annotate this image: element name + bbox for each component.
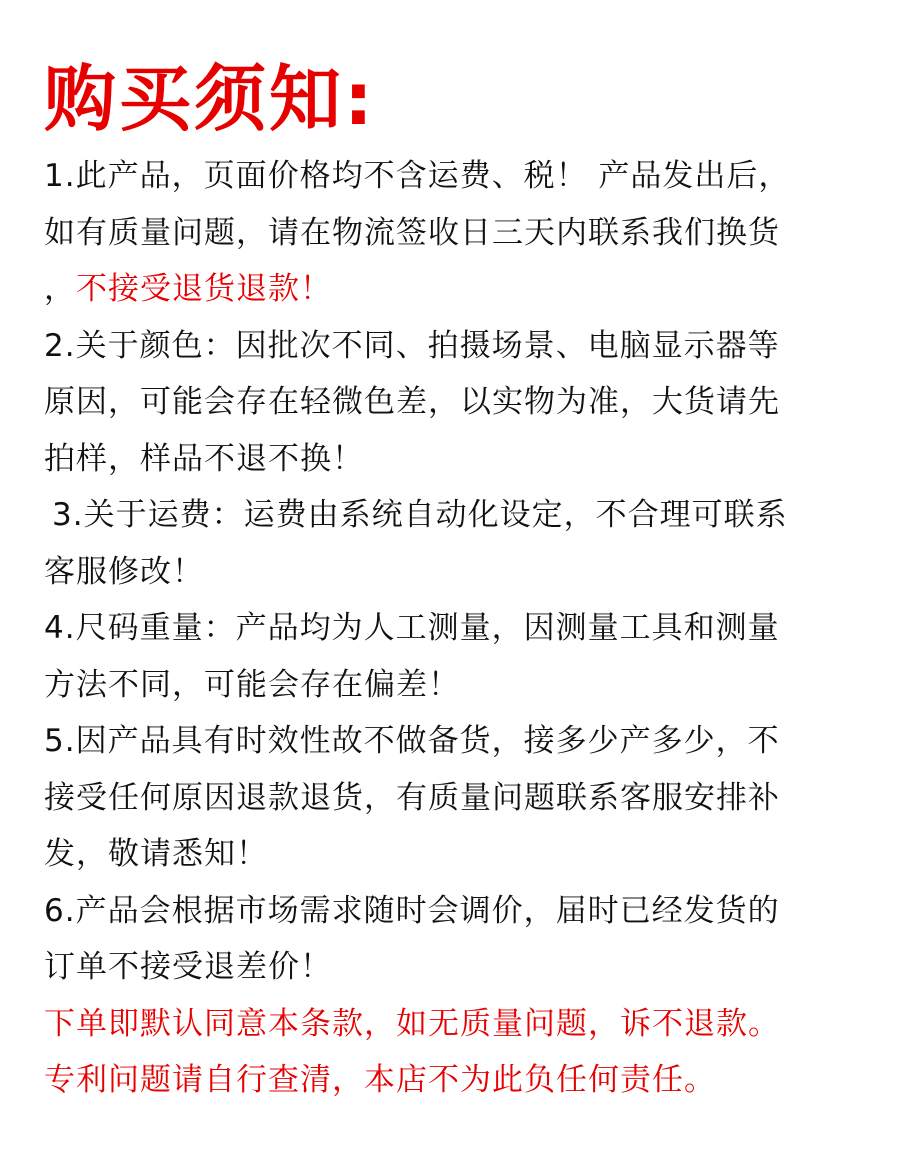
line-text: 拍样，样品不退不换！ bbox=[44, 440, 364, 477]
notice-line bbox=[44, 939, 874, 996]
line-text: 客服修改！ bbox=[44, 553, 204, 590]
notice-line-red bbox=[44, 1052, 874, 1109]
line-text: 6.产品会根据市场需求随时会调价，届时已经发货的 bbox=[44, 892, 780, 929]
line-text: 原因，可能会存在轻微色差，以实物为准，大货请先 bbox=[44, 384, 780, 420]
line-text: 3.关于运费：运费由系统自动化设定，不合理可联系 bbox=[52, 497, 788, 533]
notice-line bbox=[44, 600, 874, 657]
line-text: 下单即默认同意本条款，如无质量问题，诉不退款。 bbox=[44, 1005, 780, 1042]
line-text: 方法不同，可能会存在偏差！ bbox=[44, 666, 460, 703]
notice-line bbox=[44, 374, 874, 431]
notice-line bbox=[44, 205, 874, 262]
line-text: 接受任何原因退款退货，有质量问题联系客服安排补 bbox=[44, 779, 780, 816]
notice-line bbox=[44, 883, 874, 940]
line-text: 2.关于颜色：因批次不同、拍摄场景、电脑显示器等 bbox=[44, 327, 780, 364]
notice-line bbox=[44, 657, 874, 714]
line-text: 1.此产品，页面价格均不含运费、税！ 产品发出后， bbox=[44, 158, 791, 194]
line-text: 4.尺码重量：产品均为人工测量，因测量工具和测量 bbox=[44, 610, 780, 646]
line-text: 专利问题请自行查清，本店不为此负任何责任。 bbox=[44, 1062, 716, 1098]
no-return-warning: 不接受退货退款！ bbox=[76, 271, 332, 307]
notice-line bbox=[44, 826, 874, 883]
line-text: ， bbox=[44, 271, 76, 307]
line-text: 如有质量问题，请在物流签收日三天内联系我们换货 bbox=[44, 214, 780, 251]
notice-line bbox=[44, 544, 874, 601]
notice-line bbox=[44, 487, 874, 544]
line-text: 5.因产品具有时效性故不做备货，接多少产多少，不 bbox=[44, 723, 780, 759]
notice-line bbox=[44, 148, 874, 205]
notice-line bbox=[44, 261, 874, 318]
page-title: 购买须知: bbox=[44, 57, 376, 141]
notice-body bbox=[44, 148, 874, 1109]
line-text: 订单不接受退差价！ bbox=[44, 949, 332, 985]
notice-line bbox=[44, 318, 874, 375]
notice-line bbox=[44, 431, 874, 488]
notice-line bbox=[44, 770, 874, 827]
notice-line-red bbox=[44, 996, 874, 1053]
line-text: 发，敬请悉知！ bbox=[44, 836, 268, 872]
notice-line bbox=[44, 713, 874, 770]
